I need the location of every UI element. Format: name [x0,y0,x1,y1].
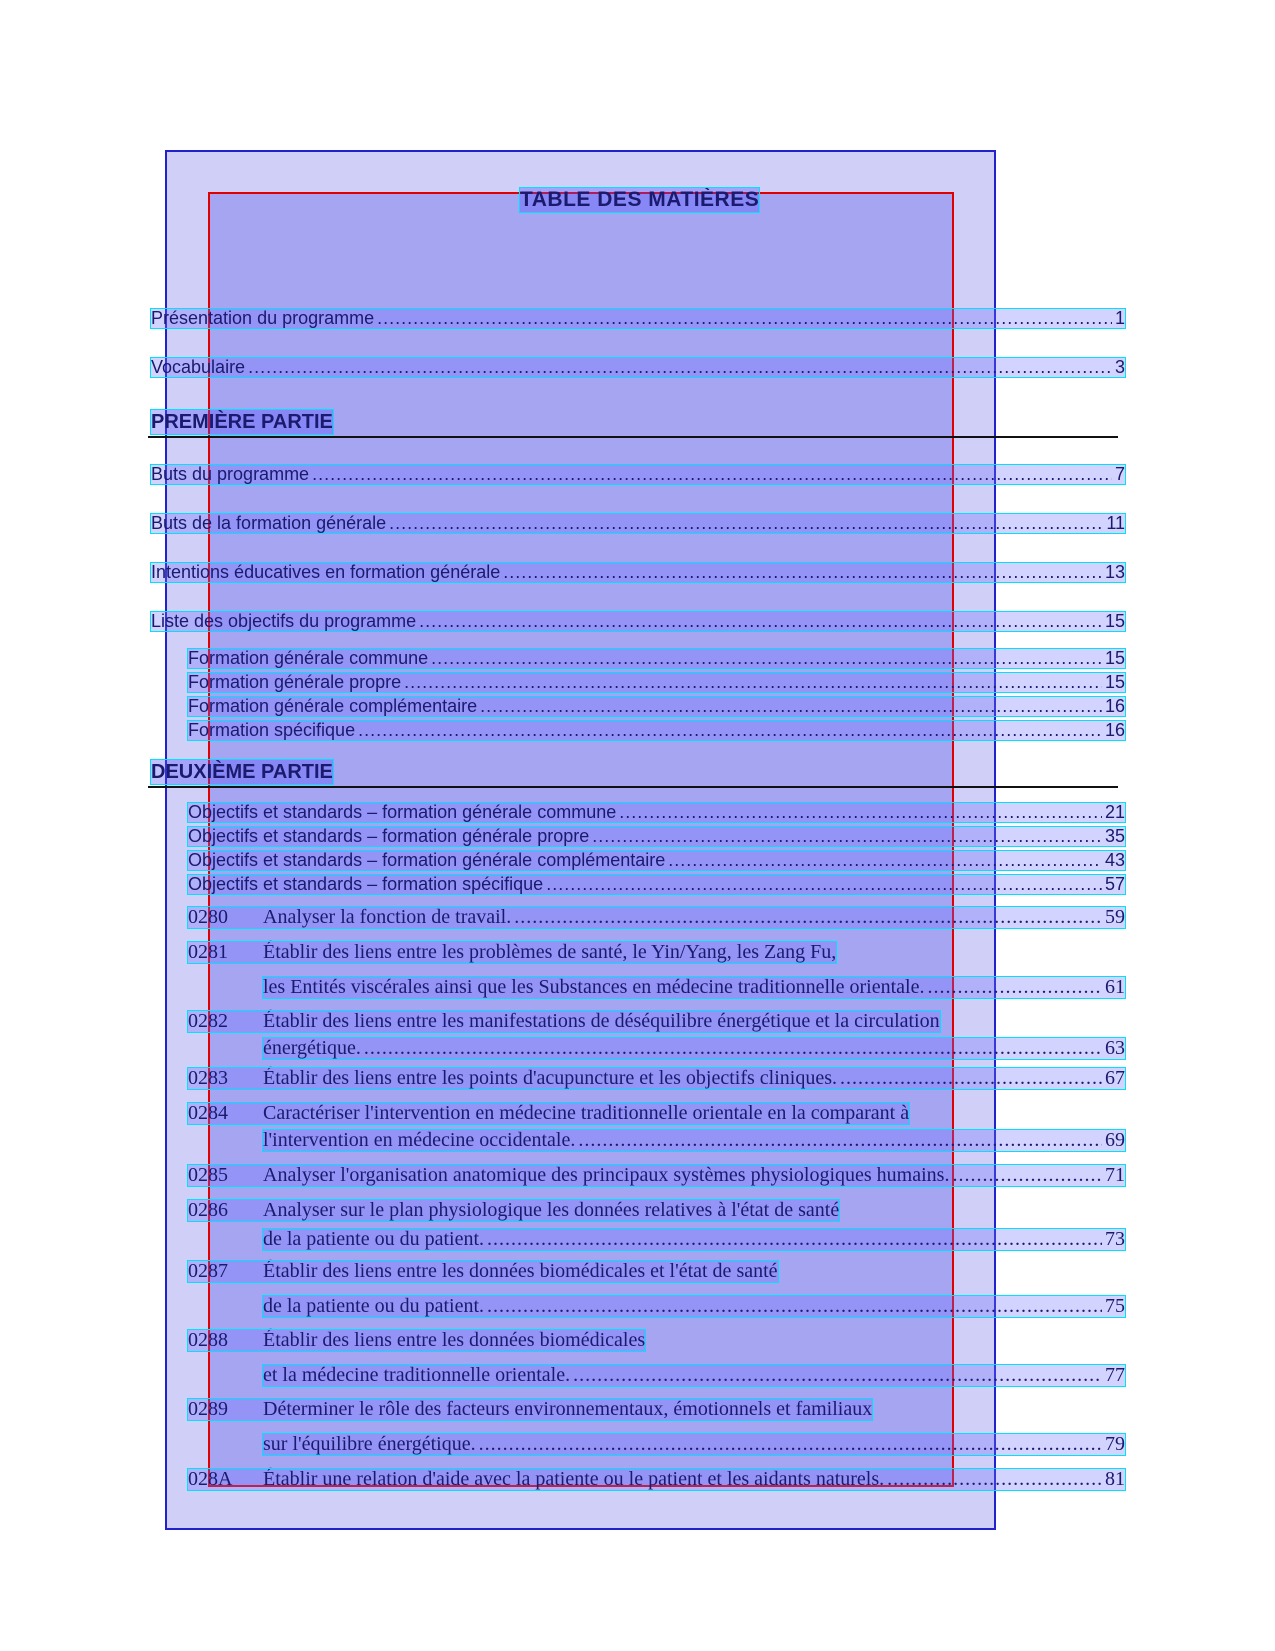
section-heading-part2: DEUXIÈME PARTIE [151,761,333,783]
competency-code: 0288 [188,1329,228,1351]
competency-entry-line1[interactable] [188,1261,778,1282]
competency-label-continued: l'intervention en médecine occidentale. [263,1129,576,1151]
competency-entry-line2[interactable] [263,1434,1125,1455]
toc-page-number: 16 [1104,696,1125,716]
competency-entry-line2[interactable] [263,1038,1125,1059]
toc-entry-label: Buts de la formation générale [151,513,387,533]
toc-page-number: 1 [1114,308,1125,328]
competency-code: 0284 [188,1102,228,1124]
toc-page-number: 75 [1105,1295,1125,1317]
toc-page-number: 43 [1104,850,1125,870]
toc-page-number: 81 [1105,1468,1125,1490]
section-divider [148,436,1118,438]
dot-leader [487,1296,1102,1317]
competency-label: Établir une relation d'aide avec la patiente ou le patient et les aidants naturels. [263,1468,885,1490]
toc-page-number: 16 [1104,720,1125,740]
competency-entry[interactable] [188,1469,1125,1490]
dot-leader [312,465,1112,484]
competency-entry-line1[interactable] [188,1399,872,1420]
competency-code: 0283 [188,1067,228,1089]
toc-page-number: 13 [1104,562,1125,582]
toc-page-number: 71 [1105,1164,1125,1186]
competency-label-continued: de la patiente ou du patient. [263,1295,485,1317]
dot-leader [364,1038,1102,1059]
competency-label-continued: énergétique. [263,1037,361,1059]
dot-leader [404,673,1102,692]
competency-entry-line2[interactable] [263,1130,1125,1151]
toc-page-number: 11 [1106,513,1125,533]
competency-entry[interactable] [188,1165,1125,1186]
toc-entry-label: Formation générale complémentaire [188,696,478,716]
competency-code: 0285 [188,1164,228,1186]
competency-entry-line2[interactable] [263,1365,1125,1386]
dot-leader [927,977,1102,998]
dot-leader [619,803,1102,822]
toc-page-number: 3 [1114,357,1125,377]
competency-label: Analyser la fonction de travail. [263,906,512,928]
toc-entry-label: Objectifs et standards – formation spécifique [188,874,544,894]
document-title: TABLE DES MATIÈRES [520,188,760,211]
competency-label: Déterminer le rôle des facteurs environnementaux, émotionnels et familiaux [263,1398,873,1420]
toc-page-number: 73 [1105,1228,1125,1250]
toc-entry-label: Présentation du programme [151,308,375,328]
toc-page-number: 35 [1104,826,1125,846]
competency-code: 0282 [188,1010,228,1032]
competency-code: 0286 [188,1199,228,1221]
toc-page-number: 69 [1105,1129,1125,1151]
competency-label-continued: de la patiente ou du patient. [263,1228,485,1250]
dot-leader [431,649,1102,668]
section-divider [148,786,1118,788]
toc-entry-label: Objectifs et standards – formation générale complémentaire [188,850,666,870]
competency-entry-line1[interactable] [188,1330,645,1351]
toc-entry-label: Buts du programme [151,464,310,484]
dot-leader [952,1165,1102,1186]
competency-entry-line2[interactable] [263,1229,1125,1250]
toc-entry-label: Formation spécifique [188,720,356,740]
toc-page-number: 77 [1105,1364,1125,1386]
competency-entry-line1[interactable] [188,1103,909,1124]
dot-leader [514,907,1102,928]
toc-subentry[interactable] [188,721,1125,740]
dot-leader [487,1229,1102,1250]
toc-page-number: 79 [1105,1433,1125,1455]
competency-entry-line1[interactable] [188,1011,940,1032]
toc-subentry[interactable] [188,851,1125,870]
toc-page-number: 61 [1105,976,1125,998]
competency-label: Analyser l'organisation anatomique des principaux systèmes physiologiques humains. [263,1164,950,1186]
toc-subentry[interactable] [188,875,1125,894]
dot-leader [419,612,1102,631]
dot-leader [503,563,1102,582]
toc-page-number: 15 [1104,648,1125,668]
competency-label: Établir des liens entre les manifestations de déséquilibre énergétique et la circulation [263,1010,940,1032]
toc-subentry[interactable] [188,697,1125,716]
competency-label: Établir des liens entre les points d'acupuncture et les objectifs cliniques. [263,1067,837,1089]
competency-label-continued: les Entités viscérales ainsi que les Substances en médecine traditionnelle orientale. [263,976,925,998]
competency-code: 0289 [188,1398,228,1420]
toc-page-number: 63 [1105,1037,1125,1059]
toc-page-number: 15 [1104,672,1125,692]
dot-leader [592,827,1102,846]
competency-code: 0280 [188,906,228,928]
dot-leader [358,721,1102,740]
toc-entry[interactable] [151,358,1125,377]
dot-leader [480,697,1102,716]
toc-entry[interactable] [151,465,1125,484]
toc-entry[interactable] [151,563,1125,582]
toc-entry[interactable] [151,514,1125,533]
section-heading-part1: PREMIÈRE PARTIE [151,411,333,433]
dot-leader [840,1068,1102,1089]
competency-code: 028A [188,1468,233,1490]
toc-page-number: 15 [1104,611,1125,631]
toc-subentry[interactable] [188,673,1125,692]
dot-leader [578,1130,1102,1151]
dot-leader [248,358,1112,377]
toc-subentry[interactable] [188,827,1125,846]
competency-label: Analyser sur le plan physiologique les données relatives à l'état de santé [263,1199,840,1221]
toc-page-number: 57 [1104,874,1125,894]
competency-label: Caractériser l'intervention en médecine traditionnelle orientale en la comparant à [263,1102,910,1124]
dot-leader [573,1365,1102,1386]
dot-leader [479,1434,1102,1455]
toc-subentry[interactable] [188,649,1125,668]
toc-entry-label: Vocabulaire [151,357,246,377]
toc-entry[interactable] [151,309,1125,328]
dot-leader [887,1469,1102,1490]
dot-leader [668,851,1102,870]
toc-page-number: 21 [1104,802,1125,822]
competency-code: 0281 [188,941,228,963]
toc-entry-label: Objectifs et standards – formation générale propre [188,826,590,846]
competency-label: Établir des liens entre les données biomédicales [263,1329,646,1351]
competency-entry[interactable] [188,1068,1125,1089]
competency-entry-line2[interactable] [263,977,1125,998]
toc-entry-label: Formation générale commune [188,648,429,668]
toc-page-number: 59 [1105,906,1125,928]
competency-entry-line2[interactable] [263,1296,1125,1317]
dot-leader [377,309,1112,328]
competency-entry[interactable] [188,907,1125,928]
toc-entry-label: Liste des objectifs du programme [151,611,417,631]
toc-page-number: 7 [1114,464,1125,484]
dot-leader [389,514,1103,533]
toc-page-number: 67 [1105,1067,1125,1089]
competency-code: 0287 [188,1260,228,1282]
competency-label: Établir des liens entre les problèmes de santé, le Yin/Yang, les Zang Fu, [263,941,837,963]
dot-leader [546,875,1102,894]
competency-label-continued: sur l'équilibre énergétique. [263,1433,476,1455]
competency-entry-line1[interactable] [188,942,836,963]
toc-entry-label: Objectifs et standards – formation générale commune [188,802,617,822]
competency-entry-line1[interactable] [188,1200,839,1221]
competency-label-continued: et la médecine traditionnelle orientale. [263,1364,571,1386]
toc-entry[interactable] [151,612,1125,631]
toc-entry-label: Intentions éducatives en formation générale [151,562,501,582]
toc-subentry[interactable] [188,803,1125,822]
competency-label: Établir des liens entre les données biomédicales et l'état de santé [263,1260,778,1282]
toc-entry-label: Formation générale propre [188,672,402,692]
